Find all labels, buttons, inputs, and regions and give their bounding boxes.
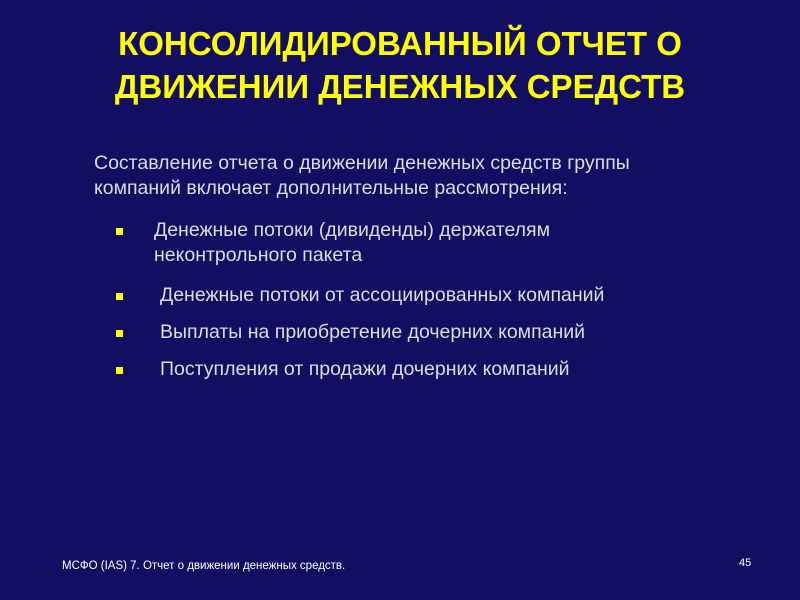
- slide-title: [40, 22, 760, 108]
- page-number: 45: [739, 557, 752, 569]
- slide-title-line-1: КОНСОЛИДИРОВАННЫЙ ОТЧЕТ О: [118, 25, 682, 62]
- slide-footer: МСФО (IAS) 7. Отчет о движении денежных средств.: [62, 560, 346, 572]
- bullet-text: [160, 320, 754, 345]
- bullet-list: [114, 218, 754, 382]
- intro-paragraph: [94, 151, 734, 201]
- bullet-text: [154, 218, 754, 268]
- bullet-text-line: Поступления от продажи дочерних компаний: [160, 358, 570, 380]
- bullet-text-line: неконтрольного пакета: [154, 244, 363, 266]
- intro-line-1: Составление отчета о движении денежных средств группы: [94, 152, 630, 174]
- bullet-item: [114, 320, 754, 345]
- intro-line-2: компаний включает дополнительные рассмотрения:: [94, 177, 568, 199]
- slide-title-line-2: ДВИЖЕНИИ ДЕНЕЖНЫХ СРЕДСТВ: [114, 68, 686, 105]
- bullet-text: [160, 283, 754, 308]
- square-bullet-icon: [116, 330, 123, 337]
- bullet-item: [114, 283, 754, 308]
- square-bullet-icon: [116, 293, 123, 300]
- bullet-item: [114, 218, 754, 268]
- bullet-item: [114, 357, 754, 382]
- bullet-text: [160, 357, 754, 382]
- bullet-text-line: Выплаты на приобретение дочерних компаний: [160, 321, 586, 343]
- square-bullet-icon: [116, 367, 123, 374]
- square-bullet-icon: [116, 228, 123, 235]
- bullet-text-line: Денежные потоки от ассоциированных компаний: [160, 284, 605, 306]
- bullet-text-line: Денежные потоки (дивиденды) держателям: [154, 219, 551, 241]
